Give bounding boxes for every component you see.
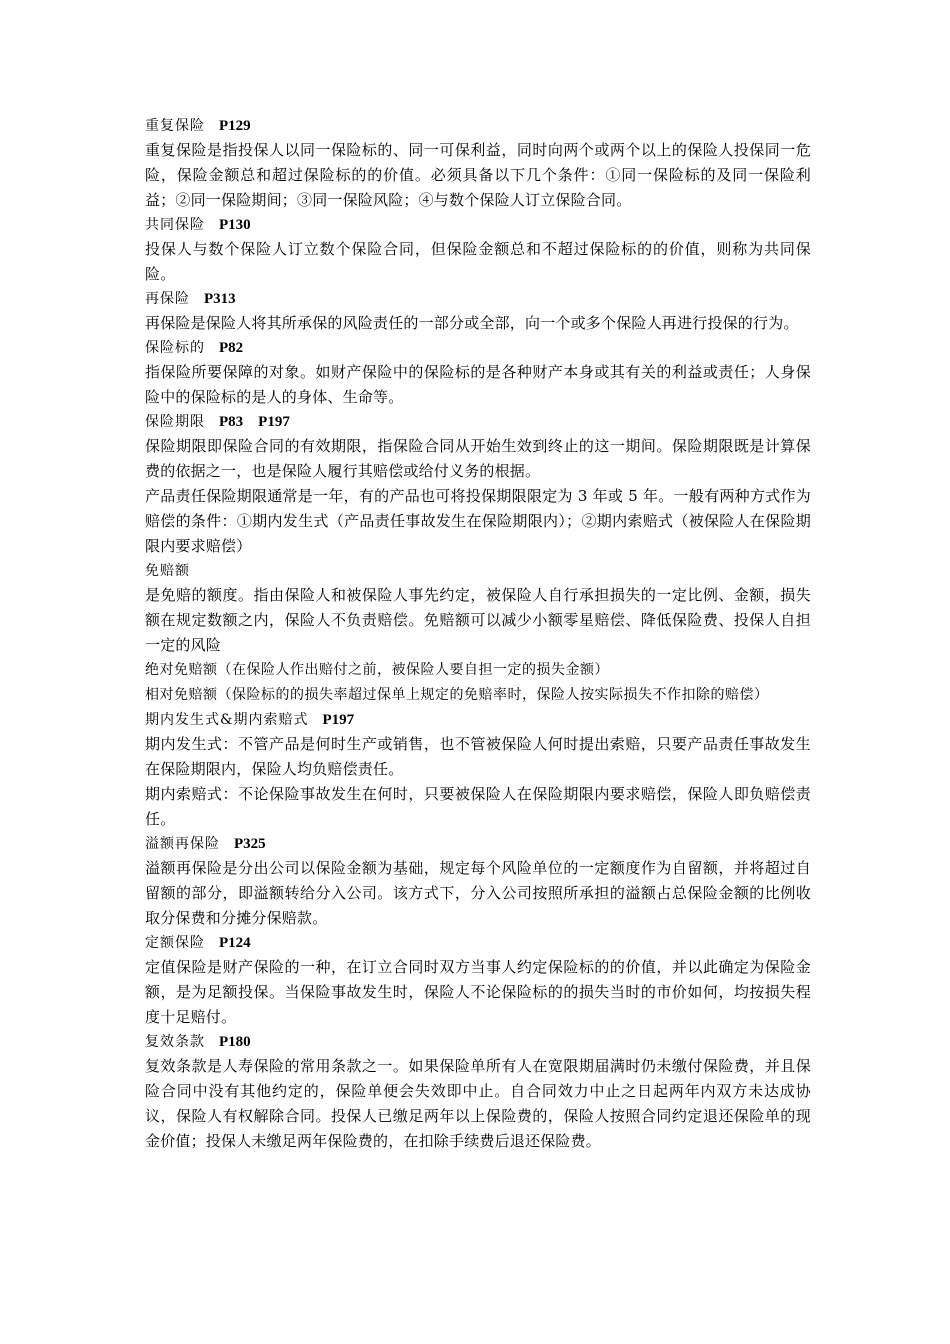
term-heading — [145, 336, 811, 360]
page-reference: P197 — [322, 712, 355, 728]
glossary-entry — [145, 213, 811, 287]
term-heading — [145, 832, 811, 856]
page-reference: P325 — [234, 836, 266, 852]
term-heading — [145, 559, 811, 583]
definition-paragraph: 期内发生式：不管产品是何时生产或销售，也不管被保险人何时提出索赔，只要产品责任事故发生在保险期限内，保险人均负赔偿责任。 — [145, 735, 811, 778]
glossary-entry — [145, 287, 811, 336]
term-heading — [145, 410, 811, 434]
page-reference: P82 — [219, 340, 244, 356]
definition-paragraph: 指保险所要保障的对象。如财产保险中的保险标的是各种财产本身或其有关的利益或责任；人身保险中的保险标的是人的身体、生命等。 — [145, 363, 811, 406]
glossary-entry — [145, 931, 811, 1030]
glossary-entry — [145, 708, 811, 832]
definition-paragraph: 绝对免赔额（在保险人作出赔付之前，被保险人要自担一定的损失金额） — [145, 662, 609, 678]
term-name: 保险期限 — [145, 414, 205, 430]
definition-paragraph: 定值保险是财产保险的一种，在订立合同时双方当事人约定保险标的的价值，并以此确定为保险金额，是为足额投保。当保险事故发生时，保险人不论保险标的的损失当时的市价如何，均按损失程度十足赔付。 — [145, 958, 811, 1026]
term-heading — [145, 287, 811, 311]
term-heading — [145, 708, 811, 732]
term-name: 共同保险 — [145, 217, 205, 233]
definition-paragraph: 溢额再保险是分出公司以保险金额为基础，规定每个风险单位的一定额度作为自留额，并将超过自留额的部分，即溢额转给分入公司。该方式下，分入公司按照所承担的溢额占总保险金额的比例收取分保费和分摊分保赔款。 — [145, 859, 811, 927]
term-heading — [145, 931, 811, 955]
term-name: 定额保险 — [145, 935, 205, 951]
term-name: 保险标的 — [145, 340, 205, 356]
definition-paragraph: 期内索赔式：不论保险事故发生在何时，只要被保险人在保险期限内要求赔偿，保险人即负赔偿责任。 — [145, 785, 811, 828]
glossary-entry — [145, 1030, 811, 1154]
term-name: 溢额再保险 — [145, 836, 220, 852]
glossary-entry — [145, 114, 811, 213]
definition-paragraph: 产品责任保险期限通常是一年，有的产品也可将投保期限限定为 3 年或 5 年。一般有两种方式作为赔偿的条件：①期内发生式（产品责任事故发生在保险期限内）；②期内索赔式（被保险人在保险期限内要求赔偿） — [145, 487, 811, 555]
page-reference: P129 — [219, 118, 251, 134]
term-heading — [145, 1030, 811, 1054]
glossary-entry — [145, 410, 811, 559]
term-name: 期内发生式&期内索赔式 — [145, 712, 309, 728]
definition-paragraph: 再保险是保险人将其所承保的风险责任的一部分或全部，向一个或多个保险人再进行投保的行为。 — [145, 314, 799, 332]
document-page — [145, 114, 811, 1154]
page-reference: P124 — [219, 935, 251, 951]
term-name: 复效条款 — [145, 1034, 205, 1050]
term-name: 再保险 — [145, 291, 190, 307]
glossary-entry — [145, 336, 811, 410]
definition-paragraph: 重复保险是指投保人以同一保险标的、同一可保利益，同时向两个或两个以上的保险人投保同一危险，保险金额总和超过保险标的的价值。必须具备以下几个条件：①同一保险标的及同一保险利益；②同一保险期间；③同一保险风险；④与数个保险人订立保险合同。 — [145, 141, 811, 209]
term-heading — [145, 114, 811, 138]
glossary-entry — [145, 832, 811, 931]
page-reference: P130 — [219, 217, 251, 233]
term-name: 免赔额 — [145, 563, 190, 579]
page-reference: P313 — [204, 291, 236, 307]
page-reference: P83 P197 — [219, 414, 290, 430]
definition-paragraph: 保险期限即保险合同的有效期限，指保险合同从开始生效到终止的这一期间。保险期限既是计算保费的依据之一，也是保险人履行其赔偿或给付义务的根据。 — [145, 437, 811, 480]
term-name: 重复保险 — [145, 118, 205, 134]
page-reference: P180 — [219, 1034, 251, 1050]
definition-paragraph: 相对免赔额（保险标的的损失率超过保单上规定的免赔率时，保险人按实际损失不作扣除的赔偿） — [145, 687, 769, 703]
term-heading — [145, 213, 811, 237]
glossary-entry — [145, 559, 811, 708]
definition-paragraph: 是免赔的额度。指由保险人和被保险人事先约定，被保险人自行承担损失的一定比例、金额，损失额在规定数额之内，保险人不负责赔偿。免赔额可以减少小额零星赔偿、降低保险费、投保人自担一定的风险 — [145, 586, 811, 654]
definition-paragraph: 复效条款是人寿保险的常用条款之一。如果保险单所有人在宽限期届满时仍未缴付保险费，并且保险合同中没有其他约定的，保险单便会失效即中止。自合同效力中止之日起两年内双方未达成协议，保险人有权解除合同。投保人已缴足两年以上保险费的，保险人按照合同约定退还保险单的现金价值；投保人未缴足两年保险费的，在扣除手续费后退还保险费。 — [145, 1057, 811, 1150]
definition-paragraph: 投保人与数个保险人订立数个保险合同，但保险金额总和不超过保险标的的价值，则称为共同保险。 — [145, 240, 811, 283]
